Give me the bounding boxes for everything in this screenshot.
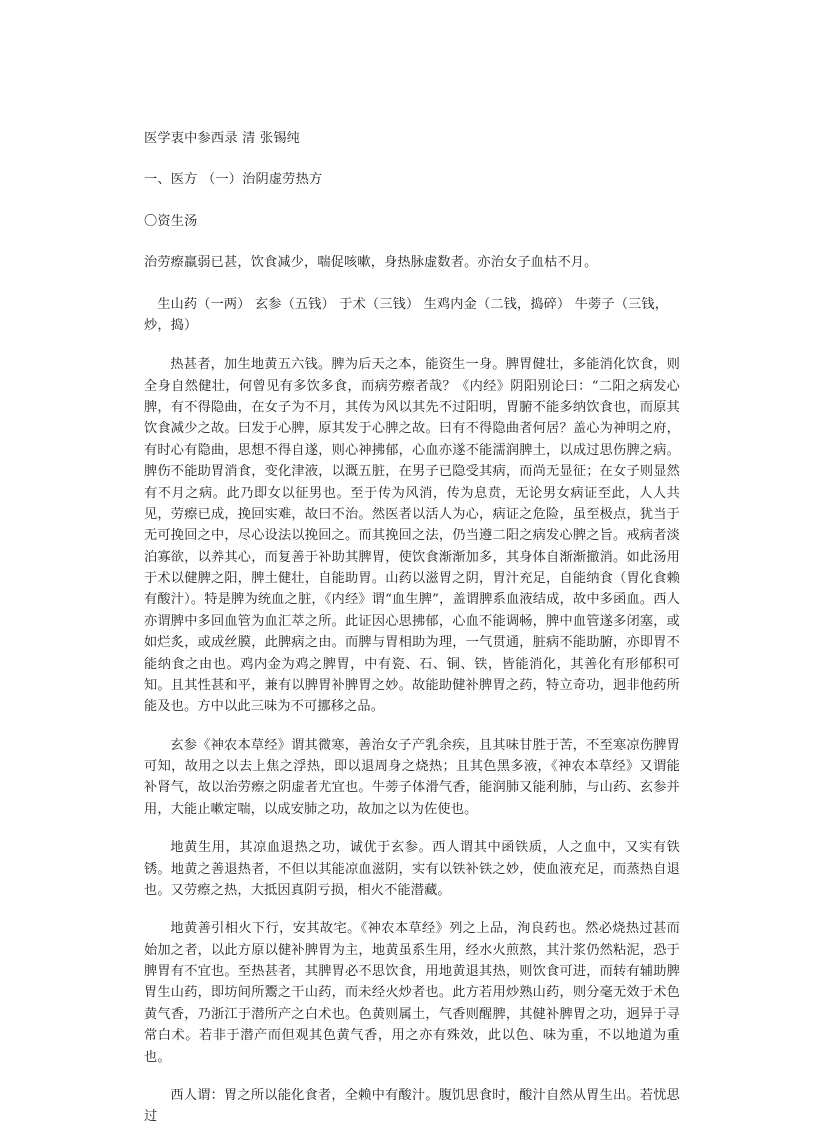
body-paragraph-4: 地黄善引相火下行，安其故宅。《神农本草经》列之上品，洵良药也。然必烧热过甚而始加之者，以此方原以健补脾胃为主，地黄虽系生用，经水火煎熬，其汁浆仍然粘泥，恐于脾胃有不宜也。至热甚者，其脾胃必不思饮食，用地黄退其热，则饮食可进，而转有辅助脾胃生山药，即坊间所鬻之干山药，而未经火炒者也。此方若用炒熟山药，则分毫无效于术色黄气香，乃浙江于潜所产之白术也。色黄则属土，气香则醒脾，其健补脾胃之功，迥异于寻常白术。若非于潜产而但观其色黄气香，用之亦有殊效，此以色、味为重，不以地道为重也。	[144, 921, 680, 1065]
body-paragraph-3: 地黄生用，其凉血退热之功，诚优于玄参。西人谓其中函铁质，人之血中，又实有铁锈。地黄之善退热者，不但以其能凉血滋阴，实有以铁补铁之妙，使血液充足，而蒸热自退也。又劳瘵之热，大抵因真阴亏损，相火不能潜藏。	[144, 840, 680, 898]
body-paragraph-2: 玄参《神农本草经》谓其微寒，善治女子产乳余疾，且其味甘胜于苦，不至寒凉伤脾胃可知，故用之以去上焦之浮热，即以退周身之烧热；且其色黑多液，《神农本草经》又谓能补肾气，故以治劳瘵之阴虚者尤宜也。牛蒡子体滑气香，能润肺又能利肺，与山药、玄参并用，大能止嗽定喘，以成安肺之功，故加之以为佐使也。	[144, 737, 680, 817]
formula-ingredients: 生山药（一两） 玄参（五钱） 于术（三钱） 生鸡内金（二钱，捣碎） 牛蒡子（三钱，炒，捣）	[144, 296, 669, 333]
formula-indications: 治劳瘵羸弱已甚，饮食减少，喘促咳嗽，身热脉虚数者。亦治女子血枯不月。	[144, 255, 598, 271]
body-paragraph-5: 西人谓：胃之所以能化食者，全赖中有酸汁。腹饥思食时，酸汁自然从胃生出。若忧思过	[144, 1087, 680, 1125]
formula-name-heading: 〇资生汤	[144, 213, 198, 229]
document-text-column	[144, 128, 680, 1145]
document-title: 医学衷中参西录 清 张锡纯	[144, 131, 301, 146]
section-heading: 一、医方 （一）治阴虚劳热方	[144, 172, 323, 188]
body-paragraph-1: 热甚者，加生地黄五六钱。脾为后天之本，能资生一身。脾胃健壮，多能消化饮食，则全身自然健壮，何曾见有多饮多食，而病劳瘵者哉？《内经》阴阳别论曰：“二阳之病发心脾，有不得隐曲，在女子为不月，其传为风以其先不过阳明，胃腑不能多纳饮食也，而原其饮食减少之故。曰发于心脾，原其发于心脾之故。曰有不得隐曲者何居？盖心为神明之府，有时心有隐曲，思想不得自遂，则心神拂郁，心血亦遂不能濡润脾土，以成过思伤脾之病。脾伤不能助胃消食，变化津液，以溉五脏，在男子已隐受其病，而尚无显征；在女子则显然有不月之病。此乃即女以征男也。至于传为风消，传为息贲，无论男女病证至此，人人共见，劳瘵已成，挽回实难，故曰不治。然医者以活人为心，病证之危险，虽至极点，犹当于无可挽回之中，尽心设法以挽回之。而其挽回之法，仍当遵二阳之病发心脾之旨。戒病者淡泊寡欲，以养其心，而复善于补助其脾胃，使饮食渐渐加多，其身体自渐渐撤消。如此汤用于术以健脾之阳，脾土健壮，自能助胃。山药以滋胃之阴，胃汁充足，自能纳食（胃化食赖有酸汁）。特是脾为统血之脏，《内经》谓“血生脾”，盖谓脾系血液结成，故中多函血。西人亦谓脾中多回血管为血汇萃之所。此证因心思拂郁，心血不能调畅，脾中血管遂多闭塞，或如烂炙，或成丝膜，此脾病之由。而脾与胃相助为理，一气贯通，脏病不能助腑，亦即胃不能纳食之由也。鸡内金为鸡之脾胃，中有瓷、石、铜、铁，皆能消化，其善化有形郁积可知。且其性甚和平，兼有以脾胃补脾胃之妙。故能助健补脾胃之药，特立奇功，迥非他药所能及也。方中以此三味为不可挪移之品。	[144, 357, 680, 715]
